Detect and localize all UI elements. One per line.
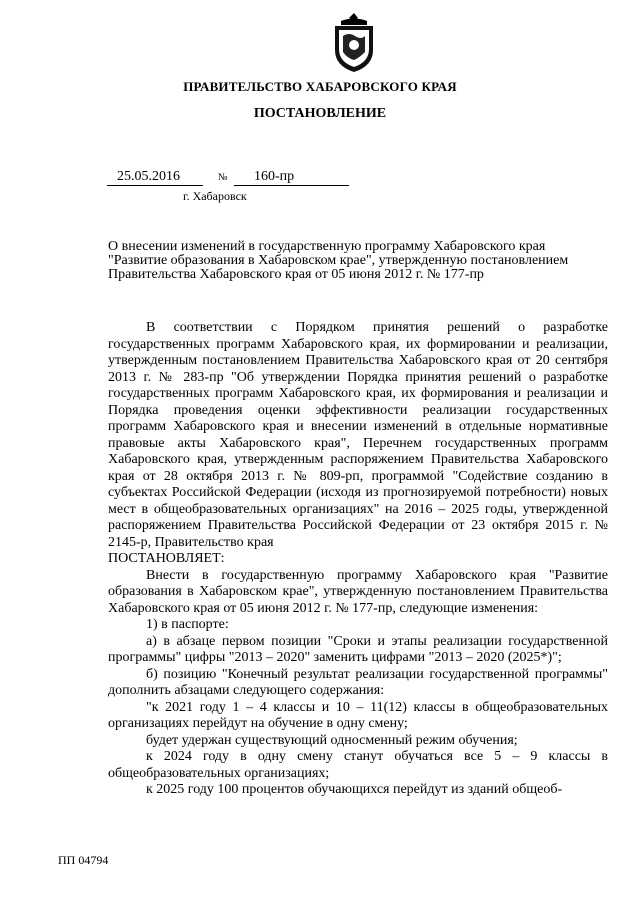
number-sign: № [218,172,228,183]
organization-title: ПРАВИТЕЛЬСТВО ХАБАРОВСКОГО КРАЯ [183,79,457,94]
document-body [108,320,608,799]
body-paragraph: а) в абзаце первом позиции "Сроки и этапы реализации государственной программы" цифры "2013 – 2020" заменить цифрами "2013 – 2020 (2025*)"; [108,633,608,665]
document-date: 25.05.2016 [107,169,203,186]
document-type-title: ПОСТАНОВЛЕНИЕ [253,106,387,121]
document-code: ПП 04794 [58,853,109,867]
body-paragraph: б) позицию "Конечный результат реализации государственной программы" дополнить абзацами следующего содержания: [108,666,608,698]
resolves-heading: ПОСТАНОВЛЯЕТ: [108,551,225,566]
document-subject [108,240,605,282]
coat-of-arms-emblem [329,12,379,74]
subject-line: Правительства Хабаровского края от 05 июня 2012 г. № 177-пр [108,267,484,282]
document-number: 160-пр [234,169,349,186]
subject-line: "Развитие образования в Хабаровском крае", утвержденную постановлением [108,253,569,268]
body-paragraph: к 2024 году в одну смену станут обучаться все 5 – 9 классы в общеобразовательных организациях; [108,749,608,781]
body-paragraph: будет удержан существующий односменный режим обучения; [146,732,518,748]
preamble-paragraph: В соответствии с Порядком принятия решений о разработке государственных программ Хабаровского края, их формировании и реализации, утвержденным постановлением Правительства Хабаровского края от 20 сентября 2013 г. № 283-пр "Об утверждении Порядка принятия решений о разработке государственных программ Хабаровского края, их формирования и реализации и Порядка проведения оценки эффективности реализации государственных программ Хабаровского края и внесении изменений в отдельные нормативные правовые акты Хабаровского края", Перечнем государственных программ Хабаровского края, утвержденным распоряжением Правительства Хабаровского края от 28 октября 2013 г. № 809-рп, программой "Содействие созданию в субъектах Российской Федерации (исходя из прогнозируемой потребности) новых мест в общеобразовательных организациях" на 2016 – 2025 годы, утвержденной распоряжением Правительства Российской Федерации от 23 октября 2015 г. № 2145-р, Правительство края [108,320,608,550]
body-paragraph: 1) в паспорте: [146,617,229,632]
city-label: г. Хабаровск [183,189,247,203]
body-paragraph: к 2025 году 100 процентов обучающихся перейдут из зданий общеоб- [146,782,563,797]
body-paragraph: "к 2021 году 1 – 4 классы и 10 – 11(12) классы в общеобразовательных организациях перейдут на обучение в одну смену; [108,699,608,731]
body-paragraph: Внести в государственную программу Хабаровского края "Развитие образования в Хабаровском крае", утвержденную постановлением Правительства Хабаровского края от 05 июня 2012 г. № 177-пр, следующие изменения: [108,567,608,616]
subject-line: О внесении изменений в государственную программу Хабаровского края [108,239,546,254]
